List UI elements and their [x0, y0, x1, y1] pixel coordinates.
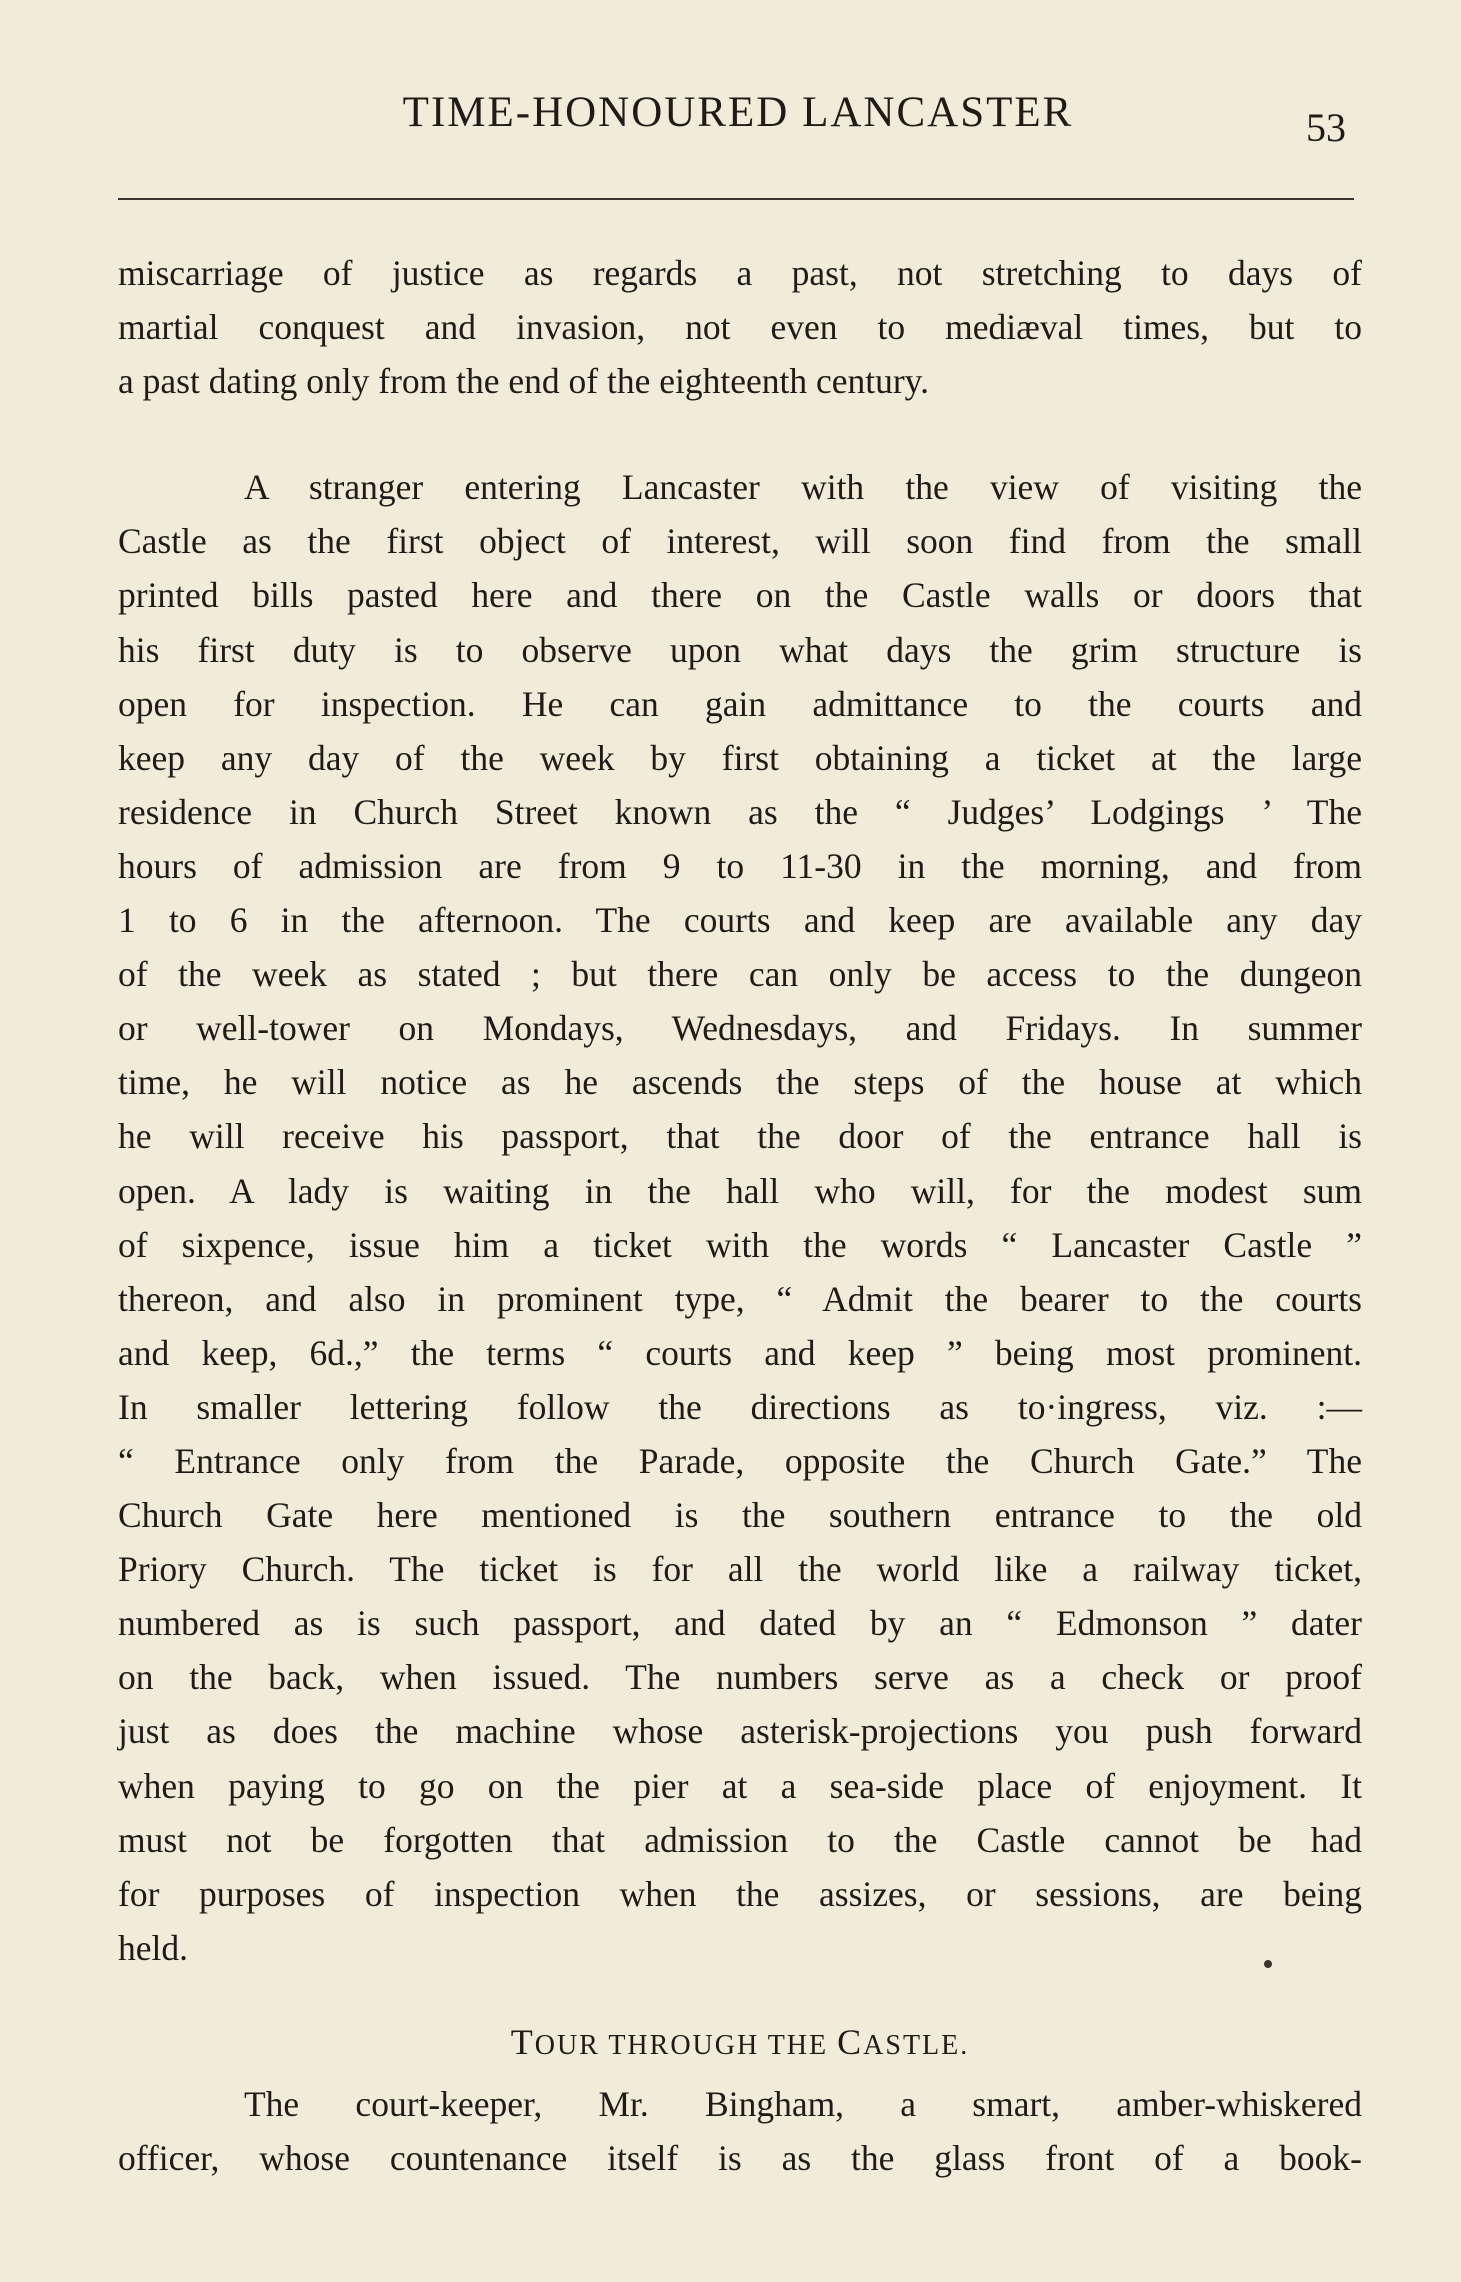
- paragraph-spacer: [118, 408, 1362, 460]
- running-head: [118, 88, 1358, 148]
- text-line: he will receive his passport, that the door of the entrance hall is: [118, 1116, 1362, 1157]
- text-line: must not be forgotten that admission to the Castle cannot be had: [118, 1819, 1362, 1860]
- text-line: or well-tower on Mondays, Wednesdays, and Fridays. In summer: [118, 1008, 1362, 1049]
- text-line: keep any day of the week by first obtaining a ticket at the large: [118, 737, 1362, 778]
- running-title: TIME-HONOURED LANCASTER: [402, 89, 1074, 136]
- text-line: The court-keeper, Mr. Bingham, a smart, amber-whiskered: [244, 2083, 1362, 2124]
- ink-speck: [1264, 1960, 1272, 1968]
- text-line: 1 to 6 in the afternoon. The courts and keep are available any day: [118, 900, 1362, 941]
- section-heading: [118, 2015, 1362, 2069]
- heading-cap: T: [510, 2021, 535, 2062]
- text-line: of the week as stated ; but there can only be access to the dungeon: [118, 954, 1362, 995]
- text-line: hours of admission are from 9 to 11-30 in the morning, and from: [118, 845, 1362, 886]
- text-line: Church Gate here mentioned is the southern entrance to the old: [118, 1495, 1362, 1536]
- header-rule: [118, 198, 1354, 200]
- heading-cap: C: [837, 2021, 864, 2062]
- text-line: miscarriage of justice as regards a past, not stretching to days of: [118, 253, 1362, 293]
- text-line: residence in Church Street known as the “ Judges’ Lodgings ’ The: [118, 791, 1362, 832]
- text-line: A stranger entering Lancaster with the view of visiting the: [244, 467, 1362, 508]
- page-number: 53: [1306, 105, 1346, 150]
- text-line: martial conquest and invasion, not even to mediæval times, but to: [118, 307, 1362, 348]
- body-text: [118, 246, 1362, 2185]
- text-line: In smaller lettering follow the directions as to·ingress, viz. :—: [118, 1386, 1362, 1427]
- paragraph-3: [118, 2077, 1362, 2185]
- paragraph-2: [118, 460, 1362, 1975]
- text-line: “ Entrance only from the Parade, opposite the Church Gate.” The: [118, 1440, 1362, 1481]
- text-line: time, he will notice as he ascends the steps of the house at which: [118, 1062, 1362, 1103]
- text-line: of sixpence, issue him a ticket with the words “ Lancaster Castle ”: [118, 1224, 1362, 1265]
- heading-smallcaps: ASTLE.: [863, 2029, 970, 2061]
- text-line: just as does the machine whose asterisk-projections you push forward: [118, 1711, 1362, 1752]
- text-line: and keep, 6d.,” the terms “ courts and keep ” being most prominent.: [118, 1332, 1362, 1373]
- text-line: for purposes of inspection when the assizes, or sessions, are being: [118, 1873, 1362, 1914]
- text-line: his first duty is to observe upon what days the grim structure is: [118, 629, 1362, 670]
- text-line: thereon, and also in prominent type, “ Admit the bearer to the courts: [118, 1278, 1362, 1319]
- text-line: printed bills pasted here and there on the Castle walls or doors that: [118, 575, 1362, 616]
- text-line: open for inspection. He can gain admittance to the courts and: [118, 683, 1362, 724]
- text-line: a past dating only from the end of the eighteenth century.: [118, 361, 929, 402]
- heading-smallcaps: OUR THROUGH THE: [534, 2029, 838, 2061]
- paragraph-1: [118, 246, 1362, 408]
- text-line: numbered as is such passport, and dated by an “ Edmonson ” dater: [118, 1603, 1362, 1644]
- text-line: on the back, when issued. The numbers serve as a check or proof: [118, 1657, 1362, 1698]
- text-line: Castle as the first object of interest, will soon find from the small: [118, 521, 1362, 562]
- text-line: held.: [118, 1927, 188, 1968]
- text-line: open. A lady is waiting in the hall who will, for the modest sum: [118, 1170, 1362, 1211]
- text-line: Priory Church. The ticket is for all the world like a railway ticket,: [118, 1549, 1362, 1590]
- text-line: officer, whose countenance itself is as the glass front of a book-: [118, 2138, 1362, 2178]
- text-line: when paying to go on the pier at a sea-side place of enjoyment. It: [118, 1765, 1362, 1806]
